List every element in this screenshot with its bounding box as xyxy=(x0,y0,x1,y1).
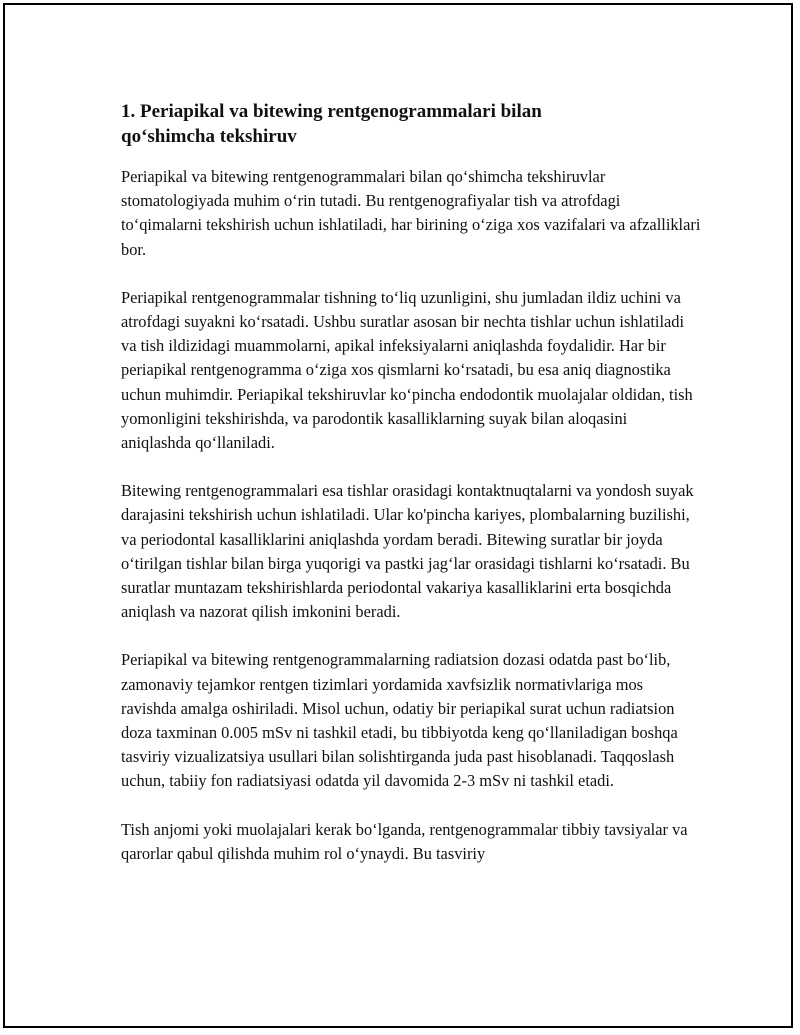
paragraph-bitewing: Bitewing rentgenogrammalari esa tishlar orasidagi kontaktnuqtalarni va yondosh suyak darajasini tekshirish uchun ishlatiladi. Ular ko'pincha kariyes, plombalarning buzilishi, va periodontal kasalliklarini aniqlashda yordam beradi. Bitewing suratlar bir joyda oʻtirilgan tishlar bilan birga yuqorigi va pastki jagʻlar orasidagi tishlarni koʻrsatadi. Bu suratlar muntazam tekshirishlarda periodontal vakariya kasalliklarini erta bosqichda aniqlash va nazorat qilish imkonini beradi. xyxy=(121,481,694,622)
document-body xyxy=(121,99,701,890)
paragraph-periapical: Periapikal rentgenogrammalar tishning toʻliq uzunligini, shu jumladan ildiz uchini va atrofdagi suyakni koʻrsatadi. Ushbu suratlar asosan bir nechta tishlar uchun ishlatiladi va tish ildizidagi muammolarni, apikal infeksiyalarni aniqlashda foydalidir. Har bir periapikal rentgenogramma oʻziga xos qismlarni koʻrsatadi, bu esa aniq diagnostika uchun muhimdir. Periapikal tekshiruvlar koʻpincha endodontik muolajalar oldidan, tish yomonligini tekshirishda, va parodontik kasalliklarning suyak bilan aloqasini aniqlashda qoʻllaniladi. xyxy=(121,287,693,453)
paragraph-clinical-role: Tish anjomi yoki muolajalari kerak boʻlganda, rentgenogrammalar tibbiy tavsiyalar va qarorlar qabul qilishda muhim rol oʻynaydi. Bu tasviriy xyxy=(121,819,688,863)
paragraph-radiation-dose: Periapikal va bitewing rentgenogrammalarning radiatsion dozasi odatda past boʻlib, zamonaviy tejamkor rentgen tizimlari yordamida xavfsizlik normativlariga mos ravishda amalga oshiriladi. Misol uchun, odatiy bir periapikal surat uchun radiatsion doza taxminan 0.005 mSv ni tashkil etadi, bu tibbiyotda keng qoʻllaniladigan boshqa tasviriy vizualizatsiya usullari bilan solishtirganda juda past hisoblanadi. Taqqoslash uchun, tabiiy fon radiatsiyasi odatda yil davomida 2-3 mSv ni tashkil etadi. xyxy=(121,650,678,791)
section-heading: 1. Periapikal va bitewing rentgenogrammalari bilan qoʻshimcha tekshiruv xyxy=(121,101,542,147)
page-frame xyxy=(3,3,793,1028)
paragraph-intro: Periapikal va bitewing rentgenogrammalari bilan qoʻshimcha tekshiruvlar stomatologiyada muhim oʻrin tutadi. Bu rentgenografiyalar tish va atrofdagi toʻqimalarni tekshirish uchun ishlatiladi, har birining oʻziga xos vazifalari va afzalliklari bor. xyxy=(121,167,701,259)
